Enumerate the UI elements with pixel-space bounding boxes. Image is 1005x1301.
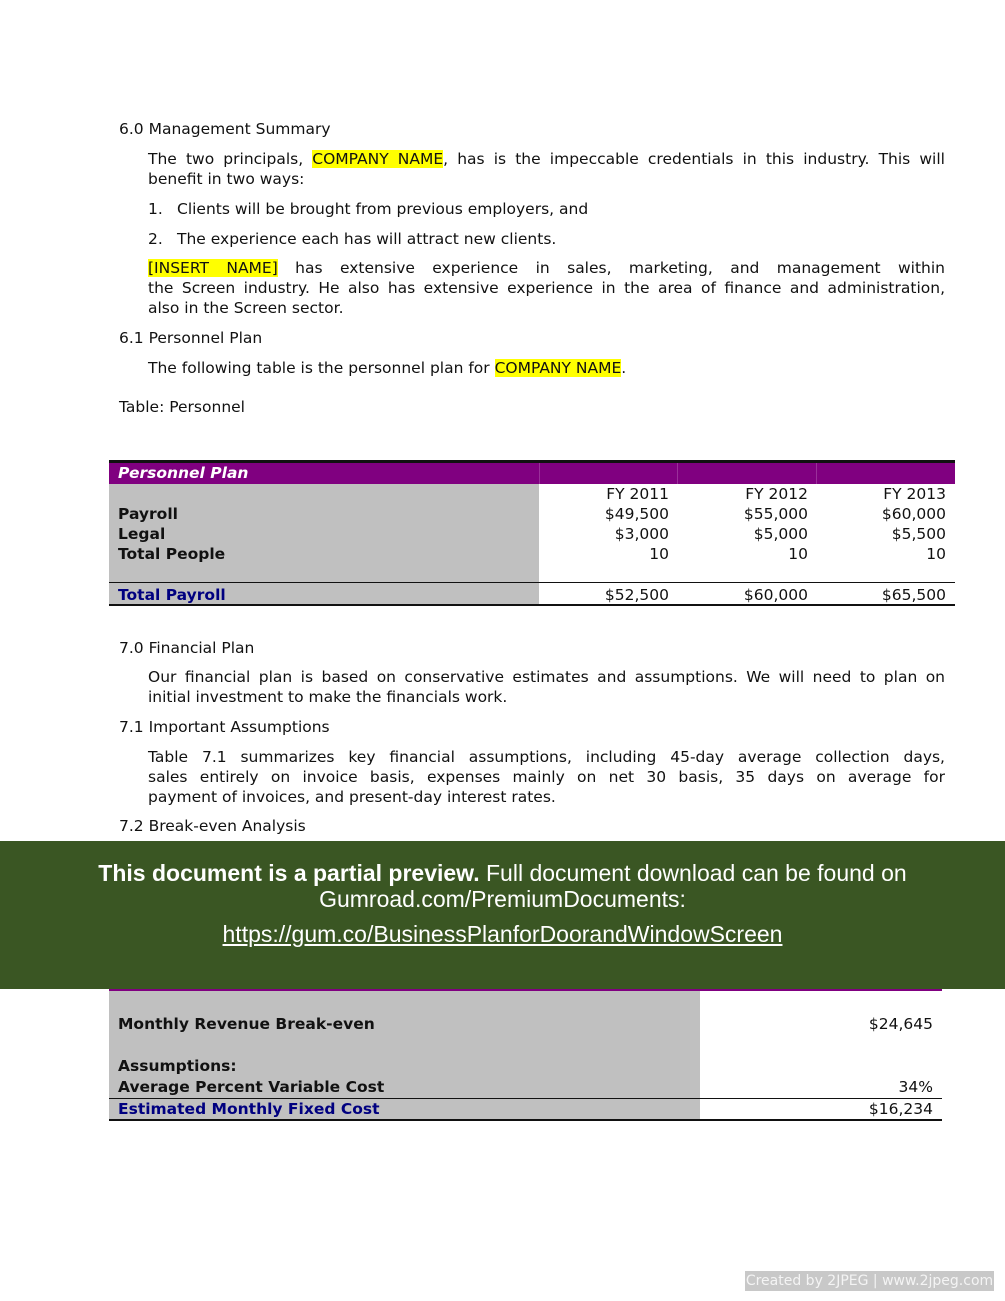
- row-label-assumptions: Assumptions:: [118, 1057, 237, 1075]
- divider: [109, 1119, 942, 1121]
- heading-personnel-plan: 6.1 Personnel Plan: [119, 329, 263, 347]
- row-label-estimated-monthly-fixed-cost: Estimated Monthly Fixed Cost: [118, 1100, 380, 1118]
- list-item: 1. Clients will be brought from previous employers, and: [148, 200, 589, 218]
- download-link[interactable]: https://gum.co/BusinessPlanforDoorandWindowScreen: [222, 921, 783, 947]
- table-cell: $24,645: [868, 1015, 933, 1033]
- column-header: FY 2012: [745, 485, 808, 503]
- table-caption: Table: Personnel: [119, 398, 245, 416]
- row-label-total-payroll: Total Payroll: [118, 586, 226, 604]
- insert-name-placeholder: [INSERT NAME]: [148, 259, 278, 277]
- p1-after: , has is the impeccable credentials in this industry. This will: [443, 150, 945, 168]
- divider: [109, 604, 955, 606]
- company-name-placeholder: COMPANY NAME: [312, 150, 444, 168]
- table-cell: $60,000: [881, 505, 946, 523]
- heading-break-even-analysis: 7.2 Break-even Analysis: [119, 817, 306, 835]
- column-header: FY 2011: [606, 485, 669, 503]
- p1-before: The two principals,: [148, 150, 313, 168]
- table-cell: $3,000: [614, 525, 669, 543]
- row-label-average-percent-variable-cost: Average Percent Variable Cost: [118, 1078, 385, 1096]
- table-cell: 10: [926, 545, 946, 563]
- table-cell: $5,500: [891, 525, 946, 543]
- row-label-total-people: Total People: [118, 545, 226, 563]
- table-cell: 10: [649, 545, 669, 563]
- column-divider: [816, 463, 817, 484]
- table-cell: 10: [788, 545, 808, 563]
- table-cell: 34%: [898, 1078, 933, 1096]
- list-item: 2. The experience each has will attract new clients.: [148, 230, 557, 248]
- company-name-placeholder: COMPANY NAME: [494, 359, 622, 377]
- financial-paragraph: Our financial plan is based on conservative estimates and assumptions. We will need to plan on initial investment to make the financials work.: [148, 668, 945, 706]
- heading-financial-plan: 7.0 Financial Plan: [119, 639, 255, 657]
- column-header: FY 2013: [883, 485, 946, 503]
- p1-line2: benefit in two ways:: [148, 170, 305, 188]
- watermark: Created by 2JPEG | www.2jpeg.com: [745, 1273, 994, 1289]
- table-cell: $5,000: [753, 525, 808, 543]
- heading-management-summary: 6.0 Management Summary: [119, 120, 331, 138]
- table-title: Personnel Plan: [118, 464, 249, 482]
- personnel-paragraph: The following table is the personnel plan for COMPANY NAME.: [148, 359, 627, 377]
- table-header: [109, 460, 955, 484]
- column-divider: [677, 463, 678, 484]
- row-label-legal: Legal: [118, 525, 166, 543]
- partial-preview-banner: [0, 841, 1005, 989]
- divider: [109, 582, 955, 583]
- table-cell: $55,000: [743, 505, 808, 523]
- total-cell: $52,500: [604, 586, 669, 604]
- heading-important-assumptions: 7.1 Important Assumptions: [119, 718, 330, 736]
- mgmt-paragraph-1: [148, 149, 945, 189]
- total-cell: $16,234: [868, 1100, 933, 1118]
- row-label-payroll: Payroll: [118, 505, 178, 523]
- table-cell: $49,500: [604, 505, 669, 523]
- assumptions-paragraph: Table 7.1 summarizes key financial assumptions, including 45-day average collection days, sales entirely on invoice basis, expenses mainly on net 30 basis, 35 days on average for payment of invoices, and present-day interest rates.: [148, 748, 945, 806]
- banner-line-1: This document is a partial preview. Full document download can be found on: [98, 860, 907, 886]
- banner-line-2: Gumroad.com/PremiumDocuments:: [319, 886, 686, 912]
- mgmt-paragraph-2: [INSERT NAME] has extensive experience in sales, marketing, and management within the Screen industry. He also has extensive experience in the area of finance and administration, also in the Screen sector.: [148, 259, 945, 317]
- total-cell: $60,000: [743, 586, 808, 604]
- row-label-monthly-revenue-break-even: Monthly Revenue Break-even: [118, 1015, 375, 1033]
- total-cell: $65,500: [881, 586, 946, 604]
- column-divider: [539, 463, 540, 484]
